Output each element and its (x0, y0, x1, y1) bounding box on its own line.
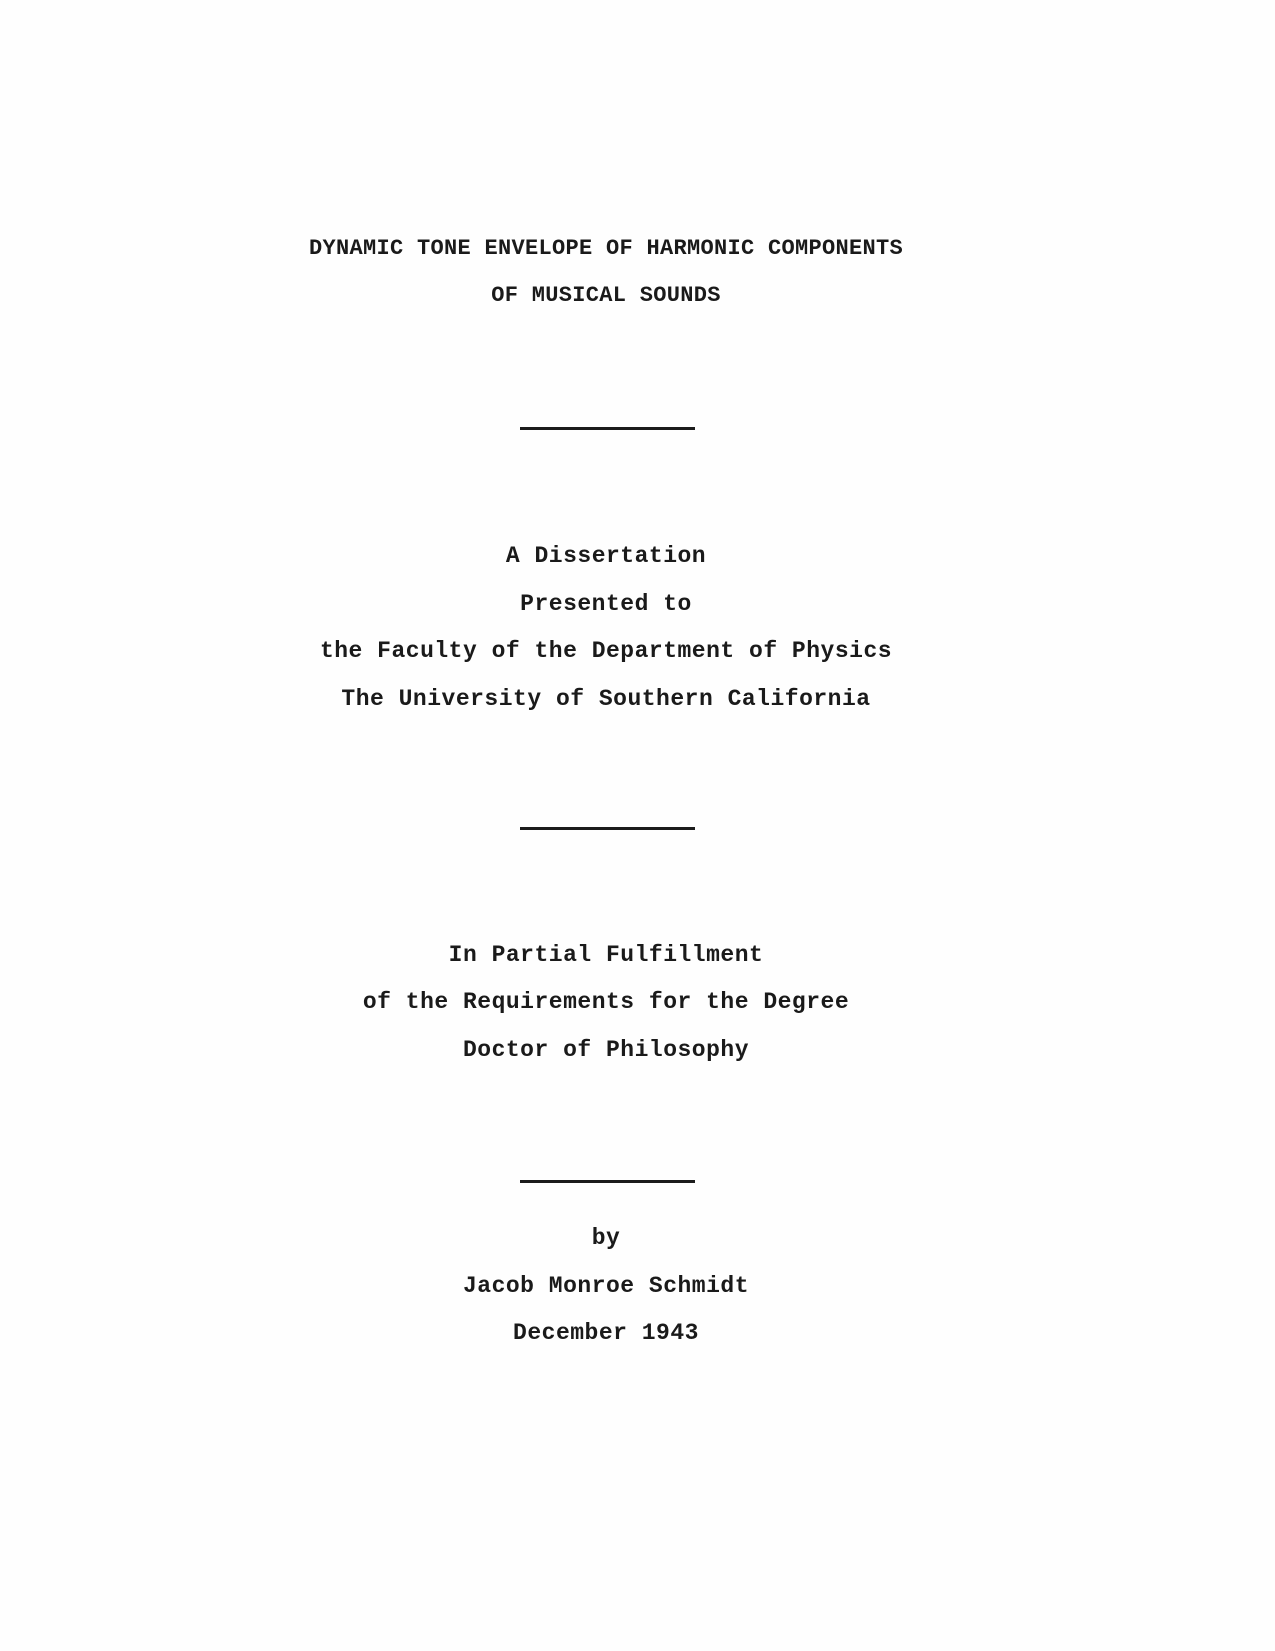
requirements-line: of the Requirements for the Degree (362, 989, 850, 1015)
date: December 1943 (513, 1320, 699, 1346)
author-name: Jacob Monroe Schmidt (462, 1273, 750, 1299)
presented-to: Presented to (520, 591, 692, 617)
faculty-line: the Faculty of the Department of Physics (319, 638, 893, 664)
divider-rule-3 (520, 1180, 695, 1183)
fulfillment-line: In Partial Fulfillment (448, 942, 764, 968)
divider-rule-1 (520, 427, 695, 430)
degree-line: Doctor of Philosophy (462, 1037, 750, 1063)
university-line: The University of Southern California (341, 686, 871, 712)
title-line-1: DYNAMIC TONE ENVELOPE OF HARMONIC COMPONENTS (308, 236, 904, 261)
title-line-2: OF MUSICAL SOUNDS (491, 283, 721, 308)
dissertation-label: A Dissertation (505, 543, 707, 569)
divider-rule-2 (520, 827, 695, 830)
by-label: by (591, 1225, 621, 1251)
